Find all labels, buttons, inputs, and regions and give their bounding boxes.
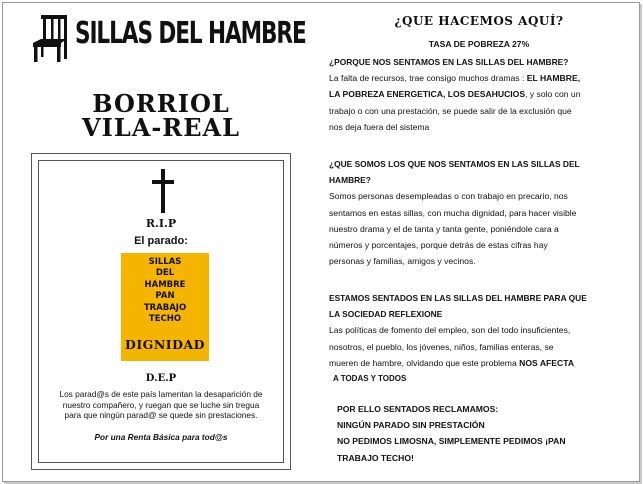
slogan-poster: [121, 253, 209, 361]
question-heading: LA SOCIEDAD REFLEXIONE: [329, 309, 443, 320]
answer-line: Somos personas desempleadas o con trabajo en precario, nos: [329, 191, 568, 202]
answer-line: números y porcentajes, porque detrás de estas cifras hay: [329, 240, 548, 251]
notice-line: para que ningún parad@ se quede sin prestaciones.: [64, 410, 258, 420]
city-name: BORRIOL: [92, 89, 230, 118]
answer-line: trabajo o con una prestación, se puede salir de la exclusión que: [329, 105, 572, 116]
question-heading: ¿QUE SOMOS LOS QUE NOS SENTAMOS EN LAS SILLAS DEL: [329, 159, 580, 169]
answer-text: mueren de hambre, olvidando que este problema: [329, 357, 520, 368]
demand-line: POR ELLO SENTADOS RECLAMAMOS:: [337, 404, 499, 414]
answer-line: sentamos en estas sillas, con mucha dignidad, para hacer visible: [329, 207, 577, 218]
basic-income-slogan: Por una Renta Básica para tod@s: [94, 432, 228, 442]
answer-line: Las políticas de fomento del empleo, son del todo insuficientes,: [329, 325, 571, 336]
poverty-rate: TASA DE POBREZA 27%: [428, 39, 530, 49]
poster-line: SILLAS: [148, 257, 182, 267]
answer-line: [329, 355, 631, 371]
answer-emphasis: EL HAMBRE,: [526, 73, 581, 84]
demand-line: NINGÚN PARADO SIN PRESTACIÓN: [337, 420, 485, 431]
answer-emphasis: LA POBREZA ENERGETICA, LOS DESAHUCIOS: [329, 89, 526, 100]
question-block-1: [329, 54, 631, 135]
answer-line: nuestro drama y el de tanta y tanta gente, poniéndole cara a: [329, 223, 559, 234]
answer-text: La falta de recursos, trae consigo muchos dramas :: [329, 73, 527, 84]
demand-line: TRABAJO TECHO!: [337, 452, 414, 463]
obituary-card: [31, 153, 291, 470]
answer-line: [329, 86, 631, 102]
question-heading: ESTAMOS SENTADOS EN LAS SILLAS DEL HAMBRE PARA QUE: [329, 293, 587, 303]
left-column: [3, 3, 313, 481]
section-title: ¿QUE HACEMOS AQUÍ?: [394, 14, 564, 28]
obituary-inner-frame: [38, 160, 284, 463]
answer-line: personas y familias, amigos y vecinos.: [329, 256, 476, 267]
answer-line: A TODAS Y TODOS: [333, 374, 407, 384]
poster-line: DEL: [155, 268, 175, 279]
poster-text: [121, 257, 209, 325]
city-name: VILA-REAL: [81, 113, 241, 142]
notice-line: Los parad@s de este país lamentan la desaparición de: [59, 389, 263, 399]
poster-highlight: DIGNIDAD: [124, 337, 205, 352]
chair-icon: [31, 13, 69, 63]
poster-line: PAN: [155, 291, 175, 302]
right-column: [325, 3, 633, 481]
deceased-label: El parado:: [134, 235, 188, 247]
leaflet: [2, 2, 640, 482]
answer-paragraph: [329, 70, 631, 135]
condolence-notice: [53, 389, 269, 421]
question-heading: ¿PORQUE NOS SENTAMOS EN LAS SILLAS DEL HAMBRE?: [329, 57, 569, 67]
demands-block: [337, 401, 631, 466]
question-block-3: [329, 290, 631, 387]
cross-icon: [152, 169, 174, 213]
poster-line: HAMBRE: [144, 279, 186, 290]
brand-title: SILLAS DEL HAMBRE: [75, 16, 306, 51]
dep-label: D.E.P: [145, 373, 177, 384]
rip-label: R.I.P: [145, 217, 177, 230]
answer-line: nos deja fuera del sistema: [329, 121, 430, 132]
poster-line: TECHO: [148, 314, 182, 325]
answer-emphasis: NOS AFECTA: [519, 357, 575, 368]
question-heading: HAMBRE?: [329, 175, 371, 186]
poster-line: TRABAJO: [143, 302, 187, 313]
answer-text: , y solo con un: [525, 89, 581, 100]
demand-line: NO PEDIMOS LIMOSNA, SIMPLEMENTE PEDIMOS ¡PAN: [337, 436, 566, 447]
answer-line: nosotros, el pueblo, los jóvenes, niños, familias enteras, se: [329, 341, 554, 352]
answer-line: [329, 70, 631, 86]
question-block-2: [329, 156, 631, 269]
notice-line: nuestro compañero, y ruegan que se luche sin tregua: [62, 399, 260, 410]
